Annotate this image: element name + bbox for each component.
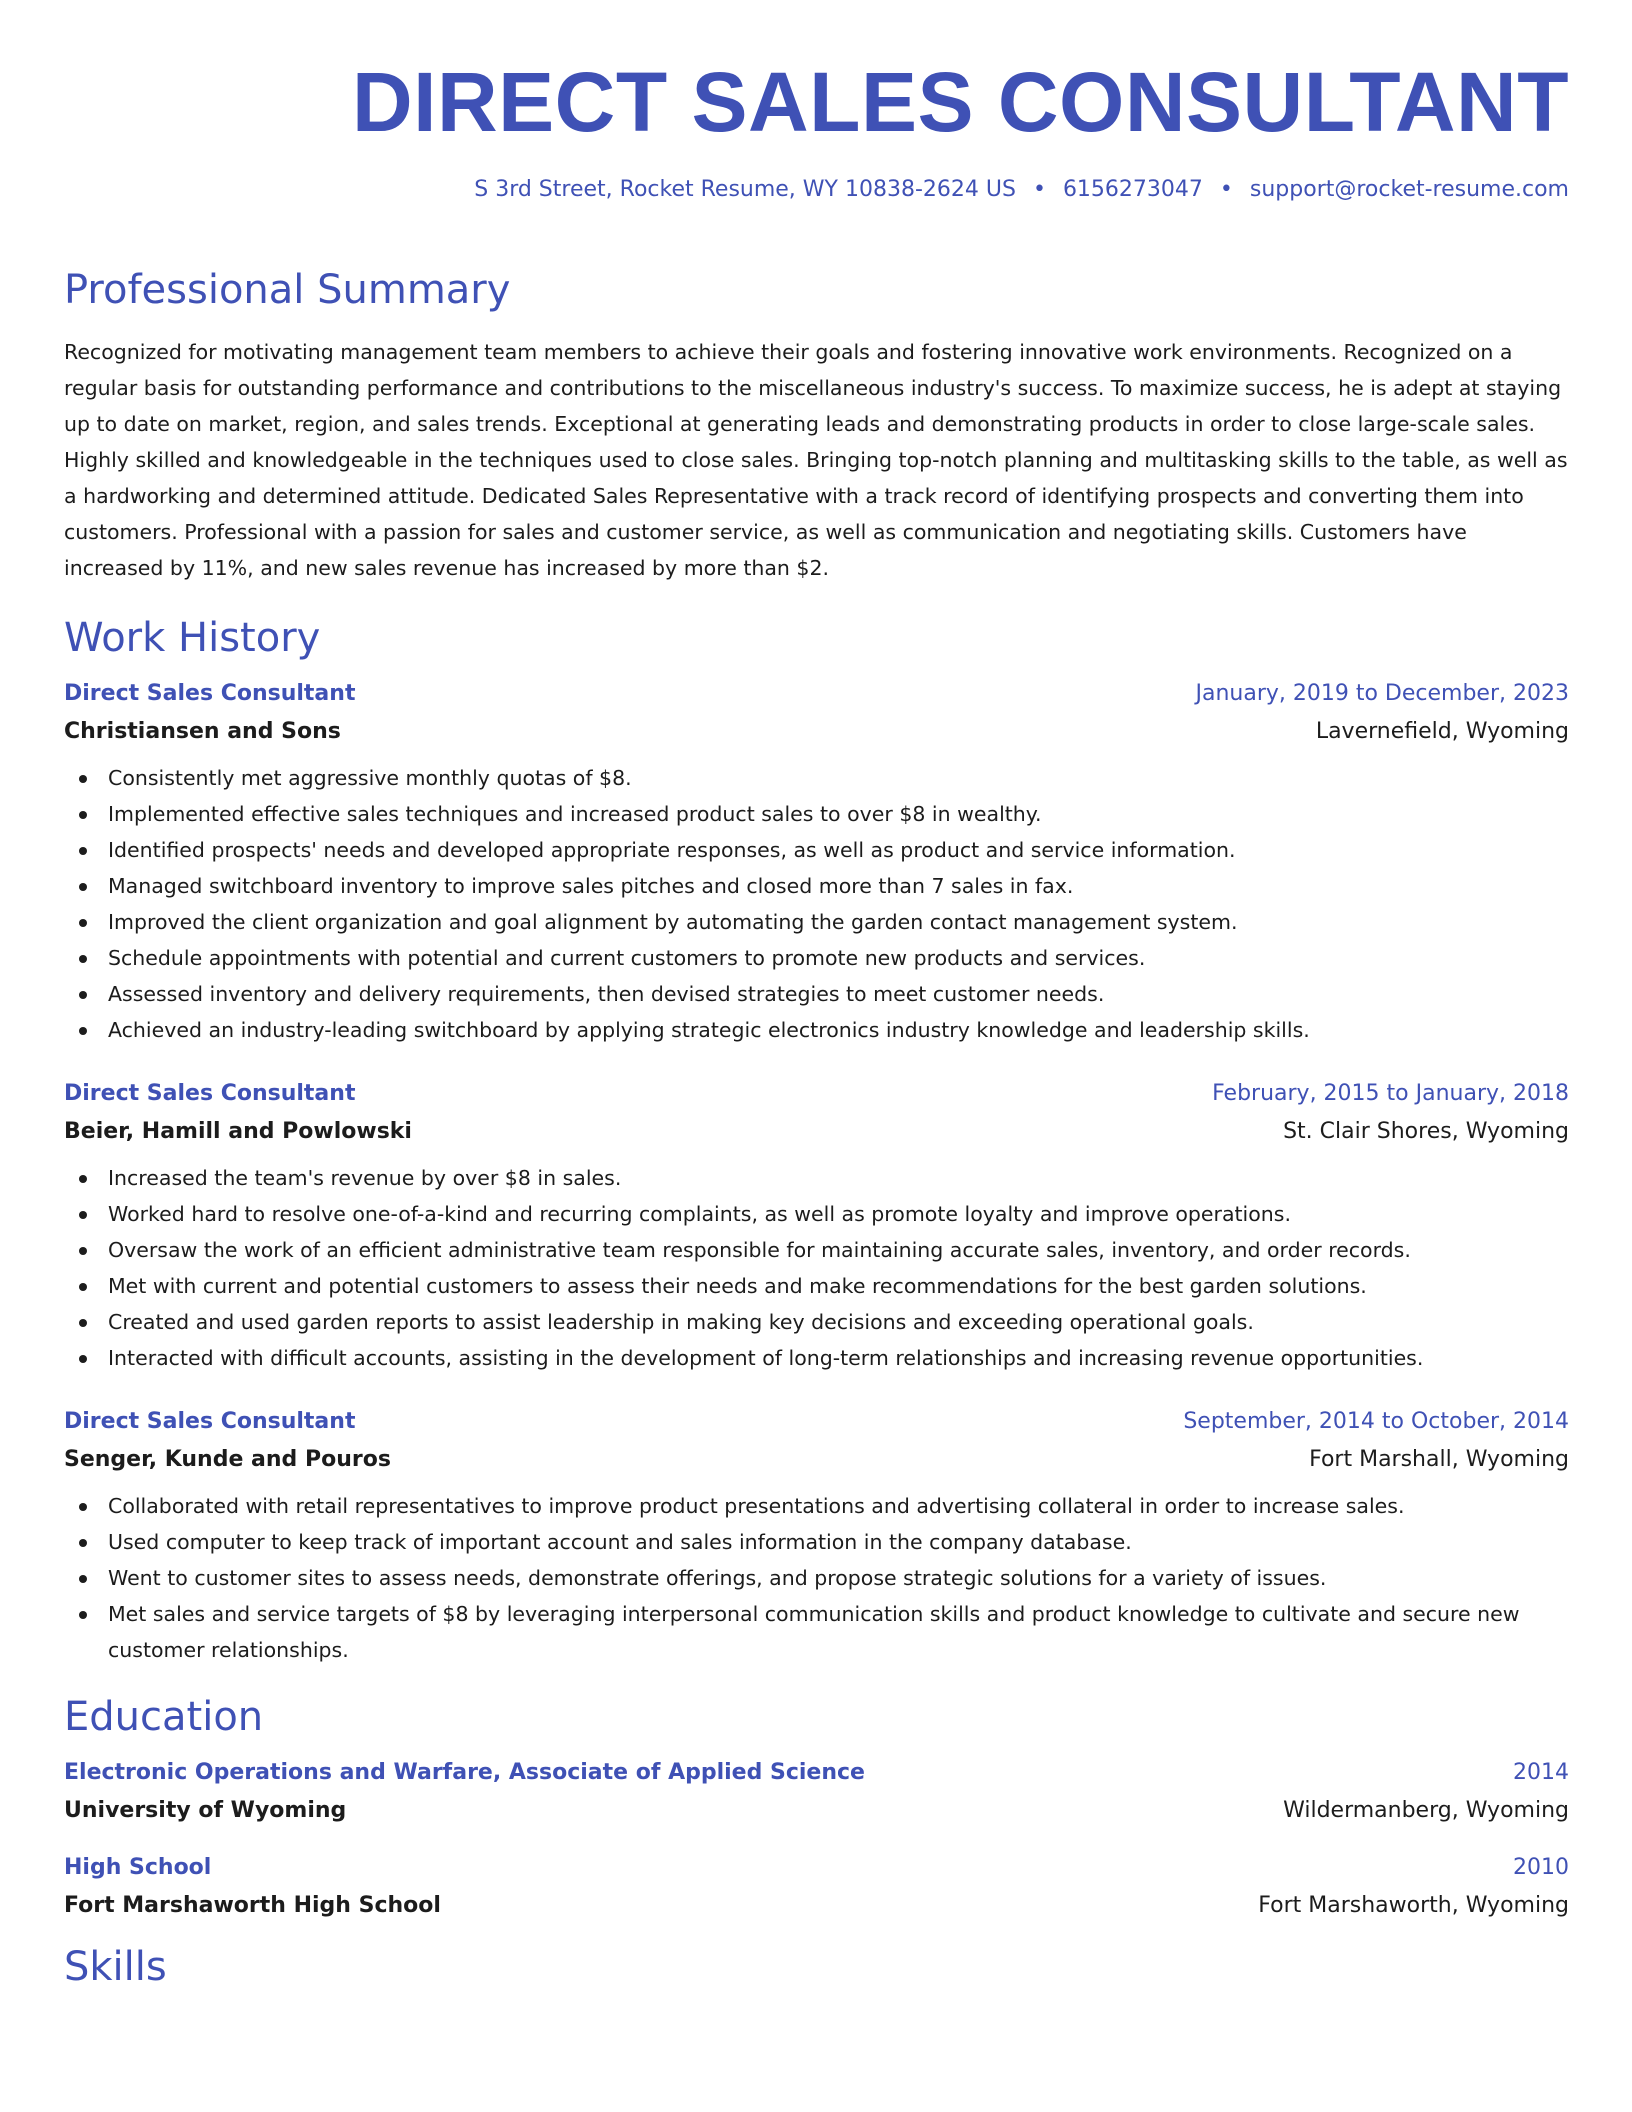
education-header — [64, 1855, 1569, 1880]
contact-phone: 6156273047 — [1062, 177, 1203, 202]
job-header — [64, 681, 1569, 706]
contact-address: S 3rd Street, Rocket Resume, WY 10838-2624 US — [474, 177, 1016, 202]
job-bullet: Schedule appointments with potential and current customers to promote new products and services. — [64, 940, 1569, 976]
job-subheader — [64, 719, 1569, 744]
job-bullet: Achieved an industry-leading switchboard by applying strategic electronics industry knowledge and leadership skills. — [64, 1012, 1569, 1048]
job-bullet: Increased the team's revenue by over $8 in sales. — [64, 1160, 1569, 1196]
job-bullet: Identified prospects' needs and developed appropriate responses, as well as product and service information. — [64, 832, 1569, 868]
education-entry — [64, 1760, 1569, 1823]
education-header — [64, 1760, 1569, 1785]
summary-text: Recognized for motivating management team members to achieve their goals and fostering innovative work environments. Recognized on a regular basis for outstanding performance and contributions to the miscellaneous industry's success. To maximize success, he is adept at staying up to date on market, region, and sales trends. Exceptional at generating leads and demonstrating products in order to close large-scale sales. Highly skilled and knowledgeable in the techniques used to close sales. Bringing top-notch planning and multitasking skills to the table, as well as a hardworking and determined attitude. Dedicated Sales Representative with a track record of identifying prospects and converting them into customers. Professional with a passion for sales and customer service, as well as communication and negotiating skills. Customers have increased by 11%, and new sales revenue has increased by more than $2. — [64, 340, 1568, 580]
job-bullet: Consistently met aggressive monthly quotas of $8. — [64, 760, 1569, 796]
job-header — [64, 1409, 1569, 1434]
education-heading: Education — [64, 1694, 264, 1740]
job-bullet: Interacted with difficult accounts, assisting in the development of long-term relationships and increasing revenue opportunities. — [64, 1340, 1569, 1376]
education-year: 2014 — [1513, 1760, 1569, 1785]
job-bullet: Created and used garden reports to assist leadership in making key decisions and exceeding operational goals. — [64, 1304, 1569, 1340]
job-subheader — [64, 1447, 1569, 1472]
education-degree: Electronic Operations and Warfare, Associate of Applied Science — [64, 1760, 865, 1785]
job-bullet: Implemented effective sales techniques and increased product sales to over $8 in wealthy. — [64, 796, 1569, 832]
education-school: University of Wyoming — [64, 1798, 347, 1823]
education-location: Fort Marshaworth, Wyoming — [1258, 1893, 1569, 1918]
summary-heading: Professional Summary — [64, 267, 511, 313]
resume-title: DIRECT SALES CONSULTANT — [351, 55, 1569, 149]
contact-line — [64, 177, 1569, 202]
education-entry — [64, 1855, 1569, 1918]
job-bullet: Improved the client organization and goal alignment by automating the garden contact management system. — [64, 904, 1569, 940]
job-bullet: Collaborated with retail representatives to improve product presentations and advertising collateral in order to increase sales. — [64, 1488, 1569, 1524]
contact-separator: • — [1219, 177, 1233, 202]
job-bullets — [64, 1488, 1569, 1668]
job-header — [64, 1081, 1569, 1106]
job-location: St. Clair Shores, Wyoming — [1283, 1119, 1569, 1144]
skills-heading: Skills — [64, 1944, 167, 1990]
job-company: Beier, Hamill and Powlowski — [64, 1119, 412, 1144]
education-school: Fort Marshaworth High School — [64, 1893, 441, 1918]
contact-separator: • — [1032, 177, 1046, 202]
education-subheader — [64, 1893, 1569, 1918]
education-location: Wildermanberg, Wyoming — [1283, 1798, 1569, 1823]
job-entry — [64, 1081, 1569, 1376]
job-bullet: Oversaw the work of an efficient administrative team responsible for maintaining accurate sales, inventory, and order records. — [64, 1232, 1569, 1268]
job-bullets — [64, 760, 1569, 1048]
job-location: Fort Marshall, Wyoming — [1309, 1447, 1569, 1472]
job-role: Direct Sales Consultant — [64, 681, 356, 706]
job-role: Direct Sales Consultant — [64, 1409, 356, 1434]
job-bullet: Assessed inventory and delivery requirements, then devised strategies to meet customer needs. — [64, 976, 1569, 1012]
education-subheader — [64, 1798, 1569, 1823]
job-location: Lavernefield, Wyoming — [1315, 719, 1569, 744]
job-dates: September, 2014 to October, 2014 — [1183, 1409, 1569, 1434]
education-year: 2010 — [1513, 1855, 1569, 1880]
job-bullet: Managed switchboard inventory to improve sales pitches and closed more than 7 sales in fax. — [64, 868, 1569, 904]
job-bullet: Worked hard to resolve one-of-a-kind and recurring complaints, as well as promote loyalty and improve operations. — [64, 1196, 1569, 1232]
job-bullets — [64, 1160, 1569, 1376]
job-company: Christiansen and Sons — [64, 719, 341, 744]
job-dates: February, 2015 to January, 2018 — [1212, 1081, 1569, 1106]
job-company: Senger, Kunde and Pouros — [64, 1447, 391, 1472]
job-subheader — [64, 1119, 1569, 1144]
job-bullet: Went to customer sites to assess needs, demonstrate offerings, and propose strategic solutions for a variety of issues. — [64, 1560, 1569, 1596]
job-dates: January, 2019 to December, 2023 — [1195, 681, 1569, 706]
education-degree: High School — [64, 1855, 212, 1880]
job-bullet: Met with current and potential customers to assess their needs and make recommendations for the best garden solutions. — [64, 1268, 1569, 1304]
job-bullet: Met sales and service targets of $8 by leveraging interpersonal communication skills and product knowledge to cultivate and secure new customer relationships. — [64, 1596, 1569, 1668]
job-bullet: Used computer to keep track of important account and sales information in the company database. — [64, 1524, 1569, 1560]
job-role: Direct Sales Consultant — [64, 1081, 356, 1106]
contact-email[interactable]: support@rocket-resume.com — [1249, 177, 1569, 202]
job-entry — [64, 1409, 1569, 1668]
job-entry — [64, 681, 1569, 1048]
work-history-heading: Work History — [64, 615, 321, 661]
